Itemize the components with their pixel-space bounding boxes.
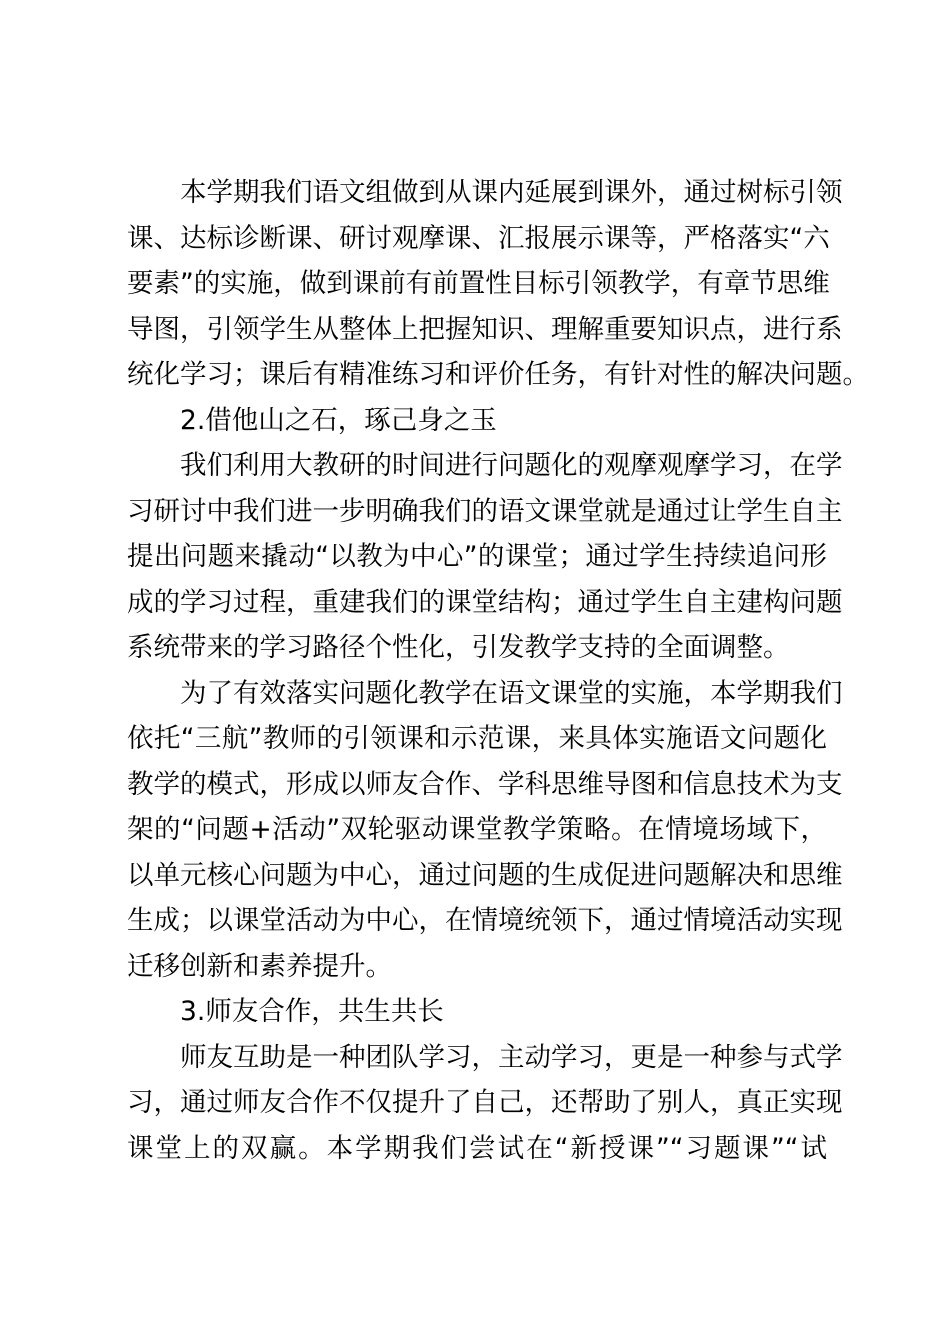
body-text [127,170,869,1171]
paragraph-line: 教学的模式，形成以师友合作、学科思维导图和信息技术为支 [127,768,843,800]
section-heading: 3.师友合作，共生共长 [180,996,444,1027]
paragraph-line: 统化学习；课后有精准练习和评价任务，有针对性的解决问题。 [127,359,869,390]
paragraph-line: 习研讨中我们进一步明确我们的语文课堂就是通过让学生自主 [127,495,843,527]
paragraph-line: 生成；以课堂活动为中心，在情境统领下，通过情境活动实现 [127,905,843,936]
paragraph-line: 课、达标诊断课、研讨观摩课、汇报展示课等，严格落实“六 [127,222,830,254]
paragraph-line: 我们利用大教研的时间进行问题化的观摩观摩学习，在学 [180,450,843,481]
paragraph-line: 依托“三航”教师的引领课和示范课，来具体实施语文问题化 [127,723,827,754]
paragraph-line: 师友互助是一种团队学习，主动学习，更是一种参与式学 [180,1041,843,1073]
paragraph-line: 以单元核心问题为中心，通过问题的生成促进问题解决和思维 [127,859,843,891]
paragraph-line: 为了有效落实问题化教学在语文课堂的实施，本学期我们 [180,677,843,709]
paragraph-line: 导图，引领学生从整体上把握知识、理解重要知识点，进行系 [127,313,843,345]
paragraph-line: 课堂上的双赢。本学期我们尝试在“新授课”“习题课”“试 [127,1132,827,1164]
paragraph-line: 成的学习过程，重建我们的课堂结构；通过学生自主建构问题 [127,586,843,618]
paragraph-line: 迁移创新和素养提升。 [127,950,392,982]
paragraph-line: 架的“问题+活动”双轮驱动课堂教学策略。在情境场域下， [127,814,827,845]
section-heading: 2.借他山之石，琢己身之玉 [180,404,497,436]
paragraph-line: 系统带来的学习路径个性化，引发教学支持的全面调整。 [127,632,790,663]
paragraph-line: 习，通过师友合作不仅提升了自己，还帮助了别人，真正实现 [127,1087,843,1118]
paragraph-line: 要素”的实施，做到课前有前置性目标引领教学，有章节思维 [127,268,830,299]
paragraph-line: 提出问题来撬动“以教为中心”的课堂；通过学生持续追问形 [127,541,827,572]
paragraph-line: 本学期我们语文组做到从课内延展到课外，通过树标引领 [180,177,843,208]
